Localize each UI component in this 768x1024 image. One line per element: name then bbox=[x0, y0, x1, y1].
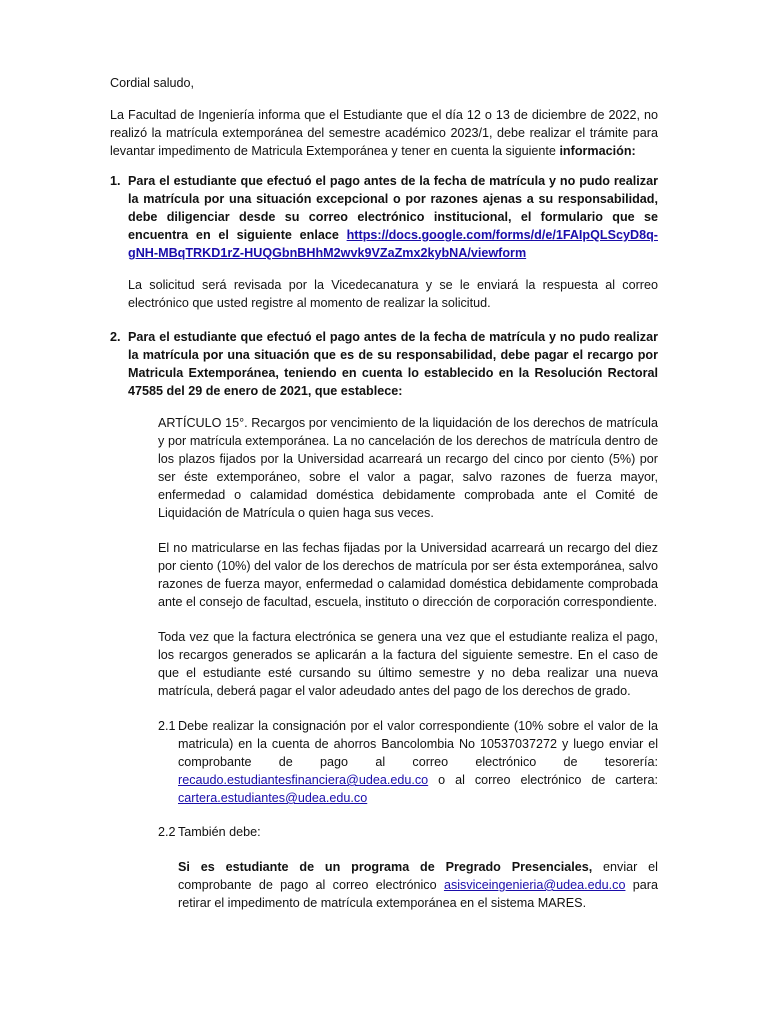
list-number-2: 2. bbox=[110, 330, 121, 344]
intro-text-end: información: bbox=[559, 144, 636, 158]
item2-text bbox=[128, 328, 658, 400]
final-body: enviar el comprobante de pago al correo electrónico bbox=[178, 860, 658, 892]
sub-item-2-1 bbox=[158, 717, 658, 807]
item2-bold: Para el estudiante que efectuó el pago antes de la fecha de matrícula y no pudo realizar la matrícula por una situación que es de su responsabilidad, bbox=[128, 330, 658, 362]
sub1-middle: o al correo electrónico de cartera: bbox=[428, 773, 658, 787]
item1-text bbox=[128, 172, 658, 262]
sub1-body: Debe realizar la consignación por el valor correspondiente (10% sobre el valor de la matricula) en la cuenta de ahorros Bancolombia No 10537037272 y luego enviar el comprobante de pago al correo electrónico de tesorería: bbox=[178, 719, 658, 769]
article-paragraph-2: El no matricularse en las fechas fijadas por la Universidad acarreará un recargo del diez por ciento (10%) del valor de los derechos de matrícula por ser ésta extemporánea, salvo razones de fuerza mayor, enfermedad o calamidad doméstica debidamente comprobada ante el consejo de facultad, escuela, instituto o dirección de corporación correspondiente. bbox=[158, 541, 658, 609]
google-form-link[interactable]: https://docs.google.com/forms/d/e/1FAIpQLScyD8q-gNH-MBqTRKD1rZ-HUQGbnBHhM2wvk9VZaZmx2kybNA/viewform bbox=[128, 228, 658, 260]
document-page bbox=[110, 74, 658, 912]
sub-number-2-1: 2.1 bbox=[158, 719, 176, 733]
sub-item-2-2 bbox=[158, 823, 658, 841]
intro-paragraph bbox=[110, 106, 658, 160]
portfolio-email-link[interactable]: cartera.estudiantes@udea.edu.co bbox=[178, 791, 368, 805]
article-paragraph-1: ARTÍCULO 15°. Recargos por vencimiento de la liquidación de los derechos de matrícula y por matrícula extemporánea. La no cancelación de los derechos de matrícula dentro de los plazos fijados por la Universidad acarreará un recargo del cinco por ciento (5%) por ser éste extemporáneo, sobre el valor a pagar, salvo razones de fuerza mayor, enfermedad o calamidad doméstica debidamente comprobada ante el Comité de Liquidación de Matrícula o quien haga sus veces. bbox=[158, 416, 658, 520]
sub-number-2-2: 2.2 bbox=[158, 825, 176, 839]
article-paragraph-3: Toda vez que la factura electrónica se genera una vez que el estudiante realiza el pago, los recargos generados se aplicarán a la factura del siguiente semestre. En el caso de que el estudiante esté cursando su último semestre y no deba realizar una nueva matrícula, deberá pagar el valor adeudado antes del pago de los derechos de grado. bbox=[158, 630, 658, 698]
list-item-1 bbox=[110, 172, 658, 262]
sub1-text bbox=[178, 717, 658, 807]
intro-text: La Facultad de Ingeniería informa que el Estudiante que el día 12 o 13 de diciembre de 2022, no realizó la matrícula extemporánea del semestre académico 2023/1, debe realizar el trámite para levantar impedimento de Matricula Extemporánea y tener en cuenta la siguiente bbox=[110, 108, 658, 158]
final-end: para retirar el impedimento de matrícula extemporánea en el sistema MARES. bbox=[178, 878, 658, 910]
sub2-text: También debe: bbox=[178, 825, 261, 839]
item1-note-block bbox=[110, 276, 658, 312]
item2-body: debe pagar el recargo por Matricula Extemporánea, teniendo en cuenta lo establecido en la Resolución Rectoral 47585 del 29 de enero de 2021, que establece: bbox=[128, 348, 658, 398]
treasury-email-link[interactable]: recaudo.estudiantesfinanciera@udea.edu.co bbox=[178, 773, 429, 787]
final-paragraph bbox=[178, 858, 658, 912]
list-item-2 bbox=[110, 328, 658, 400]
vice-dean-email-link[interactable]: asisviceingenieria@udea.edu.co bbox=[443, 878, 626, 892]
greeting: Cordial saludo, bbox=[110, 76, 195, 90]
quoted-article bbox=[158, 414, 658, 700]
list-number-1: 1. bbox=[110, 174, 121, 188]
final-bold: Si es estudiante de un programa de Pregrado Presenciales, bbox=[178, 860, 593, 874]
item1-note: La solicitud será revisada por la Vicedecanatura y se le enviará la respuesta al correo electrónico que usted registre al momento de realizar la solicitud. bbox=[128, 278, 658, 310]
item1-body: Para el estudiante que efectuó el pago antes de la fecha de matrícula y no pudo realizar la matrícula por una situación excepcional o por razones ajenas a su responsabilidad, debe diligenciar desde su correo electrónico institucional, el formulario que se encuentra en el siguiente enlace bbox=[128, 174, 658, 242]
